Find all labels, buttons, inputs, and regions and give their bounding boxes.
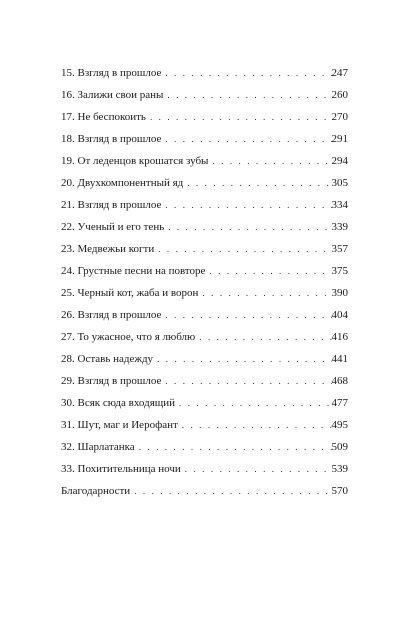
toc-entry — [61, 458, 348, 480]
dot-leader — [212, 150, 331, 172]
entry-title: Благодарности — [61, 485, 131, 497]
entry-title: 19. От леденцов крошатся зубы — [61, 155, 209, 167]
entry-title: 24. Грустные песни на повторе — [61, 265, 206, 277]
entry-title: 22. Ученый и его тень — [61, 221, 165, 233]
dot-leader — [185, 458, 332, 480]
entry-page-number: 570 — [331, 485, 348, 497]
entry-page-number: 270 — [331, 111, 348, 123]
toc-entry — [61, 106, 348, 128]
entry-page-number: 404 — [331, 309, 348, 321]
entry-page-number: 509 — [331, 441, 348, 453]
toc-entry — [61, 84, 348, 106]
dot-leader — [165, 194, 331, 216]
dot-leader — [139, 436, 332, 458]
entry-page-number: 375 — [331, 265, 348, 277]
dot-leader — [187, 172, 331, 194]
entry-title: 18. Взгляд в прошлое — [61, 133, 162, 145]
dot-leader — [202, 282, 331, 304]
entry-page-number: 334 — [331, 199, 348, 211]
dot-leader — [168, 216, 331, 238]
table-of-contents — [61, 62, 348, 502]
toc-entry — [61, 260, 348, 282]
entry-page-number: 390 — [331, 287, 348, 299]
toc-entry — [61, 326, 348, 348]
entry-page-number: 441 — [331, 353, 348, 365]
entry-page-number: 260 — [331, 89, 348, 101]
entry-page-number: 495 — [331, 419, 348, 431]
dot-leader — [150, 106, 332, 128]
toc-entry — [61, 392, 348, 414]
entry-title: 23. Медвежьи когти — [61, 243, 155, 255]
toc-entry — [61, 238, 348, 260]
entry-title: 15. Взгляд в прошлое — [61, 67, 162, 79]
dot-leader — [165, 370, 331, 392]
entry-page-number: 339 — [331, 221, 348, 233]
dot-leader — [165, 128, 331, 150]
dot-leader — [165, 304, 331, 326]
entry-page-number: 305 — [331, 177, 348, 189]
entry-title: 21. Взгляд в прошлое — [61, 199, 162, 211]
entry-page-number: 357 — [331, 243, 348, 255]
entry-page-number: 294 — [331, 155, 348, 167]
dot-leader — [157, 348, 331, 370]
entry-page-number: 477 — [331, 397, 348, 409]
entry-title: 30. Всяк сюда входящий — [61, 397, 176, 409]
entry-title: 25. Черный кот, жаба и ворон — [61, 287, 199, 299]
entry-title: 29. Взгляд в прошлое — [61, 375, 162, 387]
dot-leader — [158, 238, 331, 260]
entry-page-number: 247 — [331, 67, 348, 79]
entry-title: 20. Двухкомпонентный яд — [61, 177, 184, 189]
toc-entry — [61, 150, 348, 172]
toc-entry — [61, 282, 348, 304]
entry-title: 17. Не беспокоить — [61, 111, 146, 123]
entry-page-number: 291 — [331, 133, 348, 145]
dot-leader — [199, 326, 331, 348]
toc-entry — [61, 348, 348, 370]
toc-entry — [61, 194, 348, 216]
dot-leader — [179, 392, 331, 414]
entry-title: 31. Шут, маг и Иерофант — [61, 419, 178, 431]
dot-leader — [182, 414, 332, 436]
toc-entry — [61, 480, 348, 502]
dot-leader — [167, 84, 331, 106]
entry-title: 32. Шарлатанка — [61, 441, 135, 453]
toc-entry — [61, 304, 348, 326]
entry-title: 16. Залижи свои раны — [61, 89, 164, 101]
entry-title: 27. То ужасное, что я люблю — [61, 331, 196, 343]
toc-entry — [61, 128, 348, 150]
dot-leader — [134, 480, 331, 502]
toc-entry — [61, 62, 348, 84]
toc-entry — [61, 216, 348, 238]
toc-entry — [61, 436, 348, 458]
entry-title: 26. Взгляд в прошлое — [61, 309, 162, 321]
entry-page-number: 539 — [331, 463, 348, 475]
entry-page-number: 468 — [331, 375, 348, 387]
entry-title: 33. Похитительница ночи — [61, 463, 181, 475]
toc-entry — [61, 414, 348, 436]
dot-leader — [209, 260, 331, 282]
entry-page-number: 416 — [331, 331, 348, 343]
dot-leader — [165, 62, 331, 84]
entry-title: 28. Оставь надежду — [61, 353, 154, 365]
toc-entry — [61, 172, 348, 194]
toc-entry — [61, 370, 348, 392]
